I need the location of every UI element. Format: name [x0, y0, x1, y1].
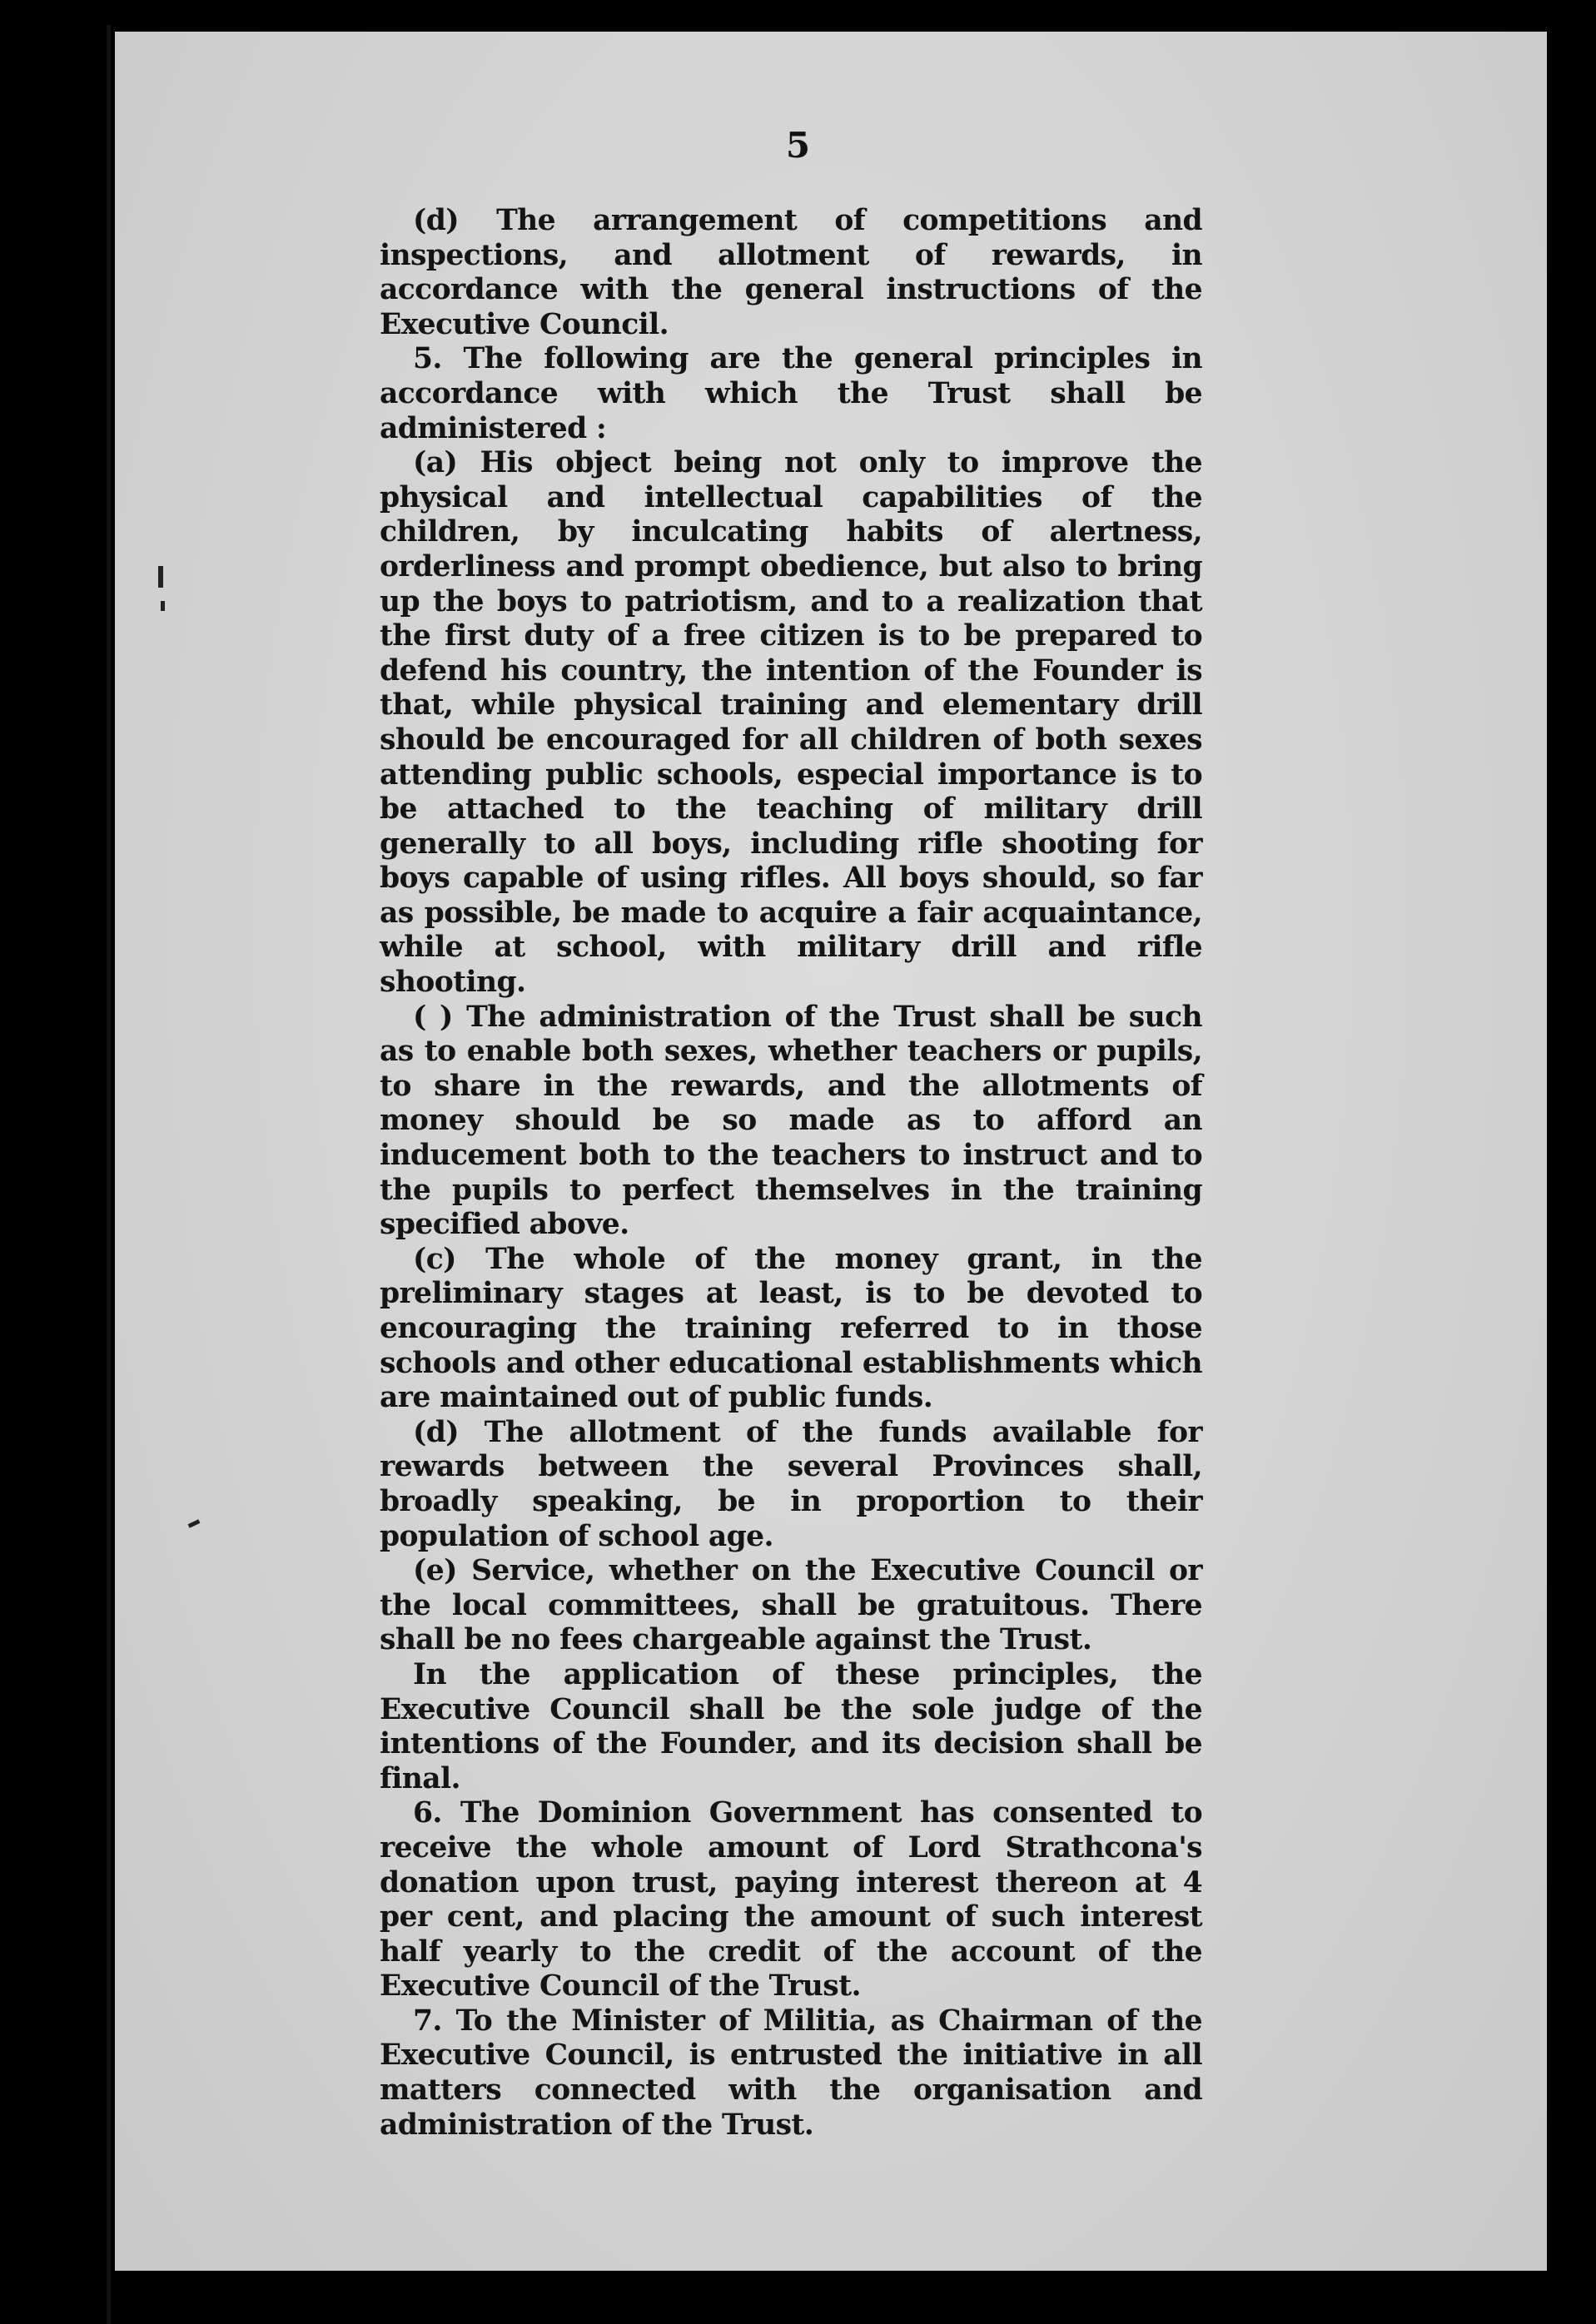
paragraph-6-dominion: 6. The Dominion Government has consented to receive the whole amount of Lord Strathcona's donation upon trust, paying interest thereon at 4 per cent, and placing the amount of such interest half yearly to the credit of the account of the Executive Council of the Trust.	[380, 1796, 1202, 2004]
paragraph-b-administration: ( ) The administration of the Trust shall be such as to enable both sexes, whether teachers or pupils, to share in the rewards, and the allotments of money should be so made as to afford an inducement both to the teachers to instruct and to the pupils to perfect themselves in the training specified above.	[380, 1000, 1202, 1242]
page-number: 5	[785, 125, 811, 166]
body-text	[380, 204, 1202, 2143]
paragraph-d-allotment: (d) The allotment of the funds available for rewards between the several Provinces shall, broadly speaking, be in proportion to their population of school age.	[380, 1415, 1202, 1553]
paragraph-5-principles: 5. The following are the general principles in accordance with which the Trust shall be administered :	[380, 342, 1202, 445]
paragraph-c-money-grant: (c) The whole of the money grant, in the preliminary stages at least, is to be devoted to encouraging the training referred to in those schools and other educational establishments which are maintained out of public funds.	[380, 1242, 1202, 1415]
paragraph-7-minister: 7. To the Minister of Militia, as Chairman of the Executive Council, is entrusted the initiative in all matters connected with the organisation and administration of the Trust.	[380, 2004, 1202, 2142]
paragraph-a-object: (a) His object being not only to improve the physical and intellectual capabilities of the children, by inculcating habits of alertness, orderliness and prompt obedience, but also to bring up the boys to patriotism, and to a realization that the first duty of a free citizen is to be prepared to defend his country, the intention of the Founder is that, while physical training and elementary drill should be encouraged for all children of both sexes attending public schools, especial importance is to be attached to the teaching of military drill generally to all boys, including rifle shooting for boys capable of using rifles. All boys should, so far as possible, be made to acquire a fair acquaintance, while at school, with military drill and rifle shooting.	[380, 446, 1202, 1000]
paragraph-e-service: (e) Service, whether on the Executive Council or the local committees, shall be gratuitous. There shall be no fees chargeable against the Trust.	[380, 1554, 1202, 1657]
margin-ink-mark	[161, 601, 165, 611]
paragraph-application: In the application of these principles, the Executive Council shall be the sole judge of the intentions of the Founder, and its decision shall be final.	[380, 1657, 1202, 1795]
binding-edge-line	[107, 25, 111, 2324]
paragraph-d-competitions: (d) The arrangement of competitions and inspections, and allotment of rewards, in accordance with the general instructions of the Executive Council.	[380, 204, 1202, 341]
margin-ink-mark	[158, 566, 163, 588]
